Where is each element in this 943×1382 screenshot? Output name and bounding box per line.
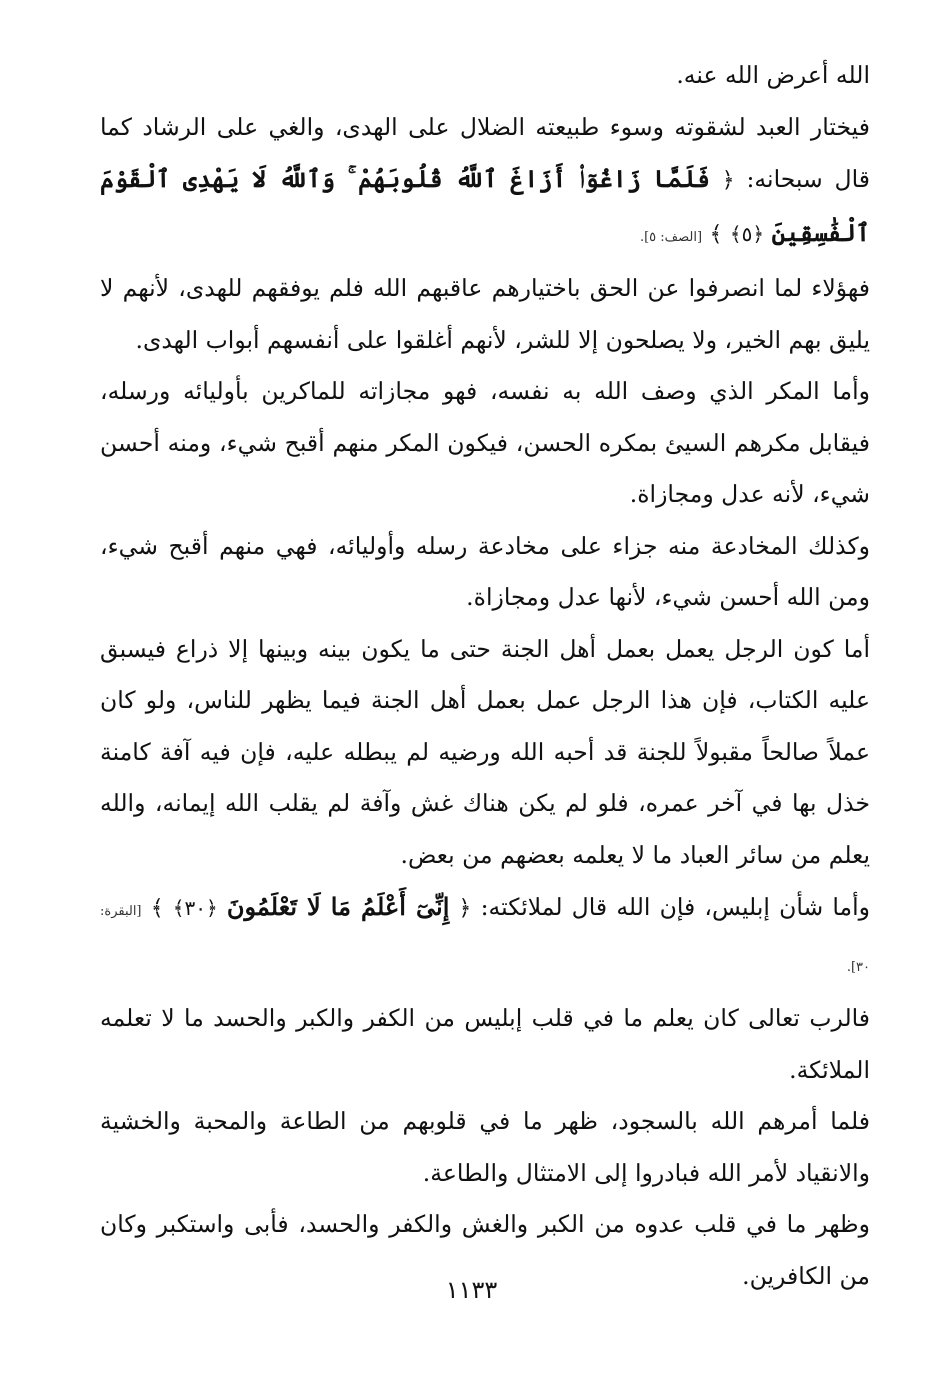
verse-open-bracket: ﴿ bbox=[458, 896, 472, 921]
quran-verse: إِنِّىٓ أَعْلَمُ مَا لَا تَعْلَمُونَ bbox=[226, 892, 450, 921]
paragraph-text: وظهر ما في قلب عدوه من الكبر والغش والكفر والحسد، فأبى واستكبر وكان من الكافرين. bbox=[100, 1210, 870, 1290]
verse-close-bracket: ﴾ bbox=[150, 896, 164, 921]
paragraph-text: فيختار العبد لشقوته وسوء طبيعته الضلال على الهدى، والغي على الرشاد كما قال سبحانه: bbox=[100, 112, 871, 193]
verse-open-bracket: ﴿ bbox=[721, 168, 735, 193]
page-body bbox=[100, 50, 870, 1302]
paragraph-text: وأما شأن إبليس، فإن الله قال لملائكته: bbox=[471, 893, 870, 921]
page-number: ١١٣٣ bbox=[445, 1276, 498, 1304]
verse-reference: [البقرة: ٣٠]. bbox=[100, 904, 870, 975]
paragraph-text: فلما أمرهم الله بالسجود، ظهر ما في قلوبهم من الطاعة والمحبة والخشية والانقياد لأمر الله فبادروا إلى الامتثال والطاعة. bbox=[100, 1107, 870, 1187]
paragraph bbox=[100, 263, 870, 366]
paragraph bbox=[100, 366, 870, 521]
paragraph bbox=[100, 1096, 870, 1199]
paragraph-text: فالرب تعالى كان يعلم ما في قلب إبليس من الكفر والكبر والحسد ما لا تعلمه الملائكة. bbox=[100, 1004, 870, 1084]
ayah-number-marker: ﴿٣٠﴾ bbox=[172, 896, 218, 920]
ayah-number-marker: ﴿٥﴾ bbox=[729, 221, 765, 246]
paragraph-text: أما كون الرجل يعمل بعمل أهل الجنة حتى ما يكون بينه وبينها إلا ذراع فيسبق عليه الكتاب، فإن هذا الرجل عمل بعمل أهل الجنة فيما يظهر للناس، ولو كان عملاً صالحاً مقبولاً للجنة قد أحبه الله ورضيه لم يبطله عليه، فإن فيه آفة كامنة خذل بها في آخر عمره، فلو لم يكن هناك غش وآفة لم يقلب الله إيمانه، والله يعلم من سائر العباد ما لا يعلمه بعضهم من بعض. bbox=[100, 634, 870, 869]
paragraph-text: فهؤلاء لما انصرفوا عن الحق باختيارهم عاقبهم الله فلم يوفقهم للهدى، لأنهم لا يليق بهم الخير، ولا يصلحون إلا للشر، لأنهم أغلقوا على أنفسهم أبواب الهدى. bbox=[100, 274, 870, 354]
paragraph bbox=[100, 993, 870, 1096]
paragraph bbox=[100, 624, 870, 882]
paragraph-text: وكذلك المخادعة منه جزاء على مخادعة رسله وأوليائه، فهي منهم أقبح شيء، ومن الله أحسن شيء، لأنها عدل ومجازاة. bbox=[100, 531, 870, 611]
paragraph-with-verse bbox=[100, 102, 870, 264]
quran-verse: فَلَمَّا زَاغُوٓا۟ أَزَاغَ ٱللَّهُ قُلُوبَهُمْ ۚ وَٱللَّهُ لَا يَهْدِى ٱلْقَوْمَ ٱلْفَٰسِقِينَ bbox=[100, 164, 870, 247]
paragraph bbox=[100, 50, 870, 102]
paragraph-text: الله أعرض الله عنه. bbox=[676, 61, 870, 89]
verse-close-bracket: ﴾ bbox=[709, 221, 723, 247]
paragraph bbox=[100, 521, 870, 624]
paragraph-text: وأما المكر الذي وصف الله به نفسه، فهو مجازاته للماكرين بأوليائه ورسله، فيقابل مكرهم السيئ بمكره الحسن، فيكون المكر منهم أقبح شيء، ومنه أحسن شيء، لأنه عدل ومجازاة. bbox=[100, 377, 870, 508]
paragraph-with-verse bbox=[100, 881, 870, 993]
verse-reference: [الصف: ٥]. bbox=[639, 229, 703, 245]
